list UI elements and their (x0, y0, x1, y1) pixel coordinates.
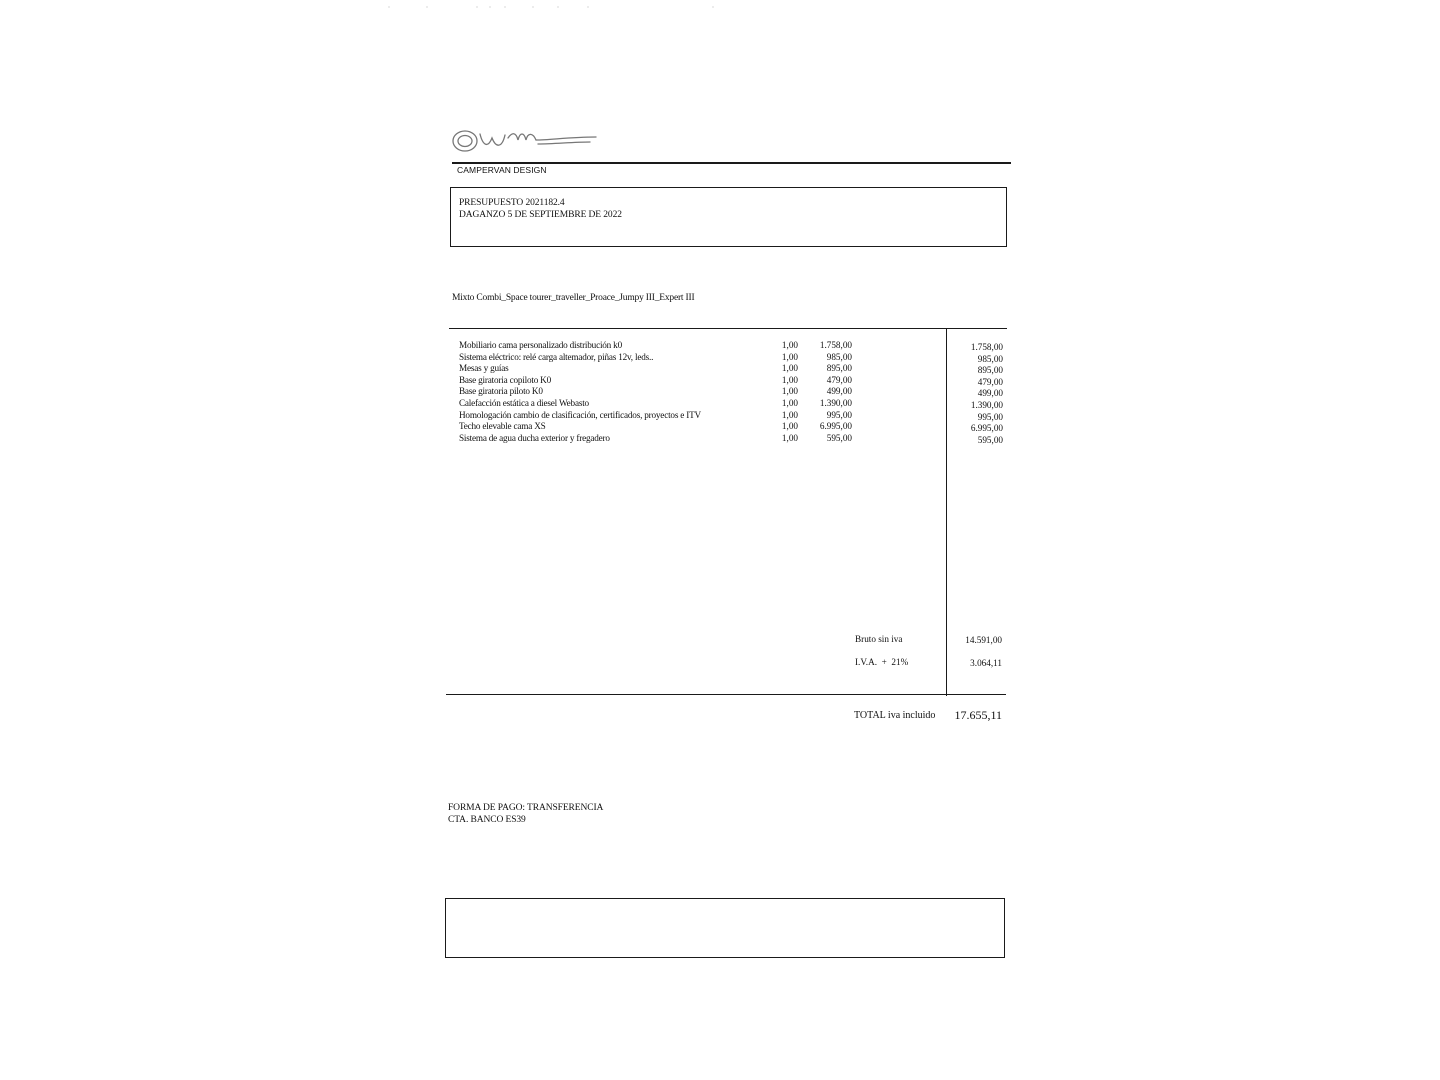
line-item-row (0, 375, 1440, 387)
quote-reference: PRESUPUESTO 2021182.4 (459, 198, 565, 208)
line-item-quantity: 1,00 (781, 409, 798, 420)
total-value: 17.655,11 (954, 708, 1002, 722)
line-item-quantity: 1,00 (781, 351, 798, 362)
line-item-amount: 895,00 (977, 365, 1003, 376)
line-item-unit-price: 499,00 (826, 386, 852, 397)
line-item-row (0, 398, 1440, 410)
scan-artifacts (385, 4, 725, 10)
line-item-row (0, 421, 1440, 433)
line-item-unit-price: 1.390,00 (819, 398, 852, 408)
line-item-description: Mesas y guías (459, 363, 509, 374)
line-item-quantity: 1,00 (781, 340, 798, 350)
line-item-description: Homologación cambio de clasificación, certificados, proyectos e ITV (459, 409, 701, 420)
line-item-unit-price: 479,00 (826, 374, 852, 385)
line-item-row (0, 386, 1440, 398)
header-rule (452, 162, 1011, 164)
items-top-rule (449, 328, 1007, 329)
line-item-description: Calefacción estática a diesel Webasto (459, 398, 589, 408)
total-label: TOTAL iva incluido (854, 710, 936, 721)
line-item-amount: 479,00 (977, 376, 1003, 387)
line-item-description: Mobiliario cama personalizado distribución k0 (459, 340, 622, 350)
line-item-amount: 1.390,00 (970, 400, 1003, 410)
line-item-row (0, 410, 1440, 422)
line-item-quantity: 1,00 (781, 374, 798, 385)
line-item-description: Base giratoria piloto K0 (459, 386, 543, 397)
line-item-description: Sistema eléctrico: relé carga altemador, piñas 12v, leds.. (459, 351, 654, 362)
line-item-amount: 1.758,00 (970, 342, 1003, 352)
line-item-amount: 985,00 (977, 353, 1003, 364)
line-item-row (0, 352, 1440, 364)
line-item-unit-price: 985,00 (826, 351, 852, 362)
line-item-quantity: 1,00 (781, 363, 798, 374)
line-item-unit-price: 995,00 (826, 409, 852, 420)
line-item-quantity: 1,00 (781, 421, 798, 432)
line-item-amount: 995,00 (977, 411, 1003, 422)
vat-value: 3.064,11 (970, 658, 1002, 668)
bank-account: CTA. BANCO ES39 (448, 815, 526, 825)
line-item-row (0, 433, 1440, 445)
line-item-unit-price: 895,00 (826, 363, 852, 374)
vehicle-description: Mixto Combi_Space tourer_traveller_Proace_Jumpy III_Expert III (452, 293, 695, 303)
gross-label: Bruto sin iva (855, 634, 903, 644)
vat-label: I.V.A. + 21% (855, 657, 909, 667)
line-item-unit-price: 6.995,00 (819, 421, 852, 432)
footer-box (445, 898, 1005, 958)
line-item-amount: 499,00 (977, 388, 1003, 399)
line-item-description: Techo elevable cama XS (459, 421, 546, 432)
line-item-quantity: 1,00 (781, 386, 798, 397)
line-item-description: Sistema de agua ducha exterior y fregadero (459, 432, 610, 443)
items-bottom-rule (446, 694, 1006, 695)
brand-name: CAMPERVAN DESIGN (457, 165, 547, 175)
place-and-date: DAGANZO 5 DE SEPTIEMBRE DE 2022 (459, 210, 622, 220)
line-item-unit-price: 1.758,00 (819, 340, 852, 350)
line-item-quantity: 1,00 (781, 398, 798, 408)
gross-value: 14.591,00 (965, 635, 1002, 645)
line-item-row (0, 340, 1440, 352)
line-item-quantity: 1,00 (781, 432, 798, 443)
line-item-row (0, 363, 1440, 375)
campervan-logo (450, 124, 600, 158)
payment-method: FORMA DE PAGO: TRANSFERENCIA (448, 803, 604, 813)
line-item-unit-price: 595,00 (826, 432, 852, 443)
line-item-amount: 595,00 (977, 434, 1003, 445)
line-item-description: Base giratoria copiloto K0 (459, 374, 552, 385)
line-item-amount: 6.995,00 (970, 423, 1003, 434)
